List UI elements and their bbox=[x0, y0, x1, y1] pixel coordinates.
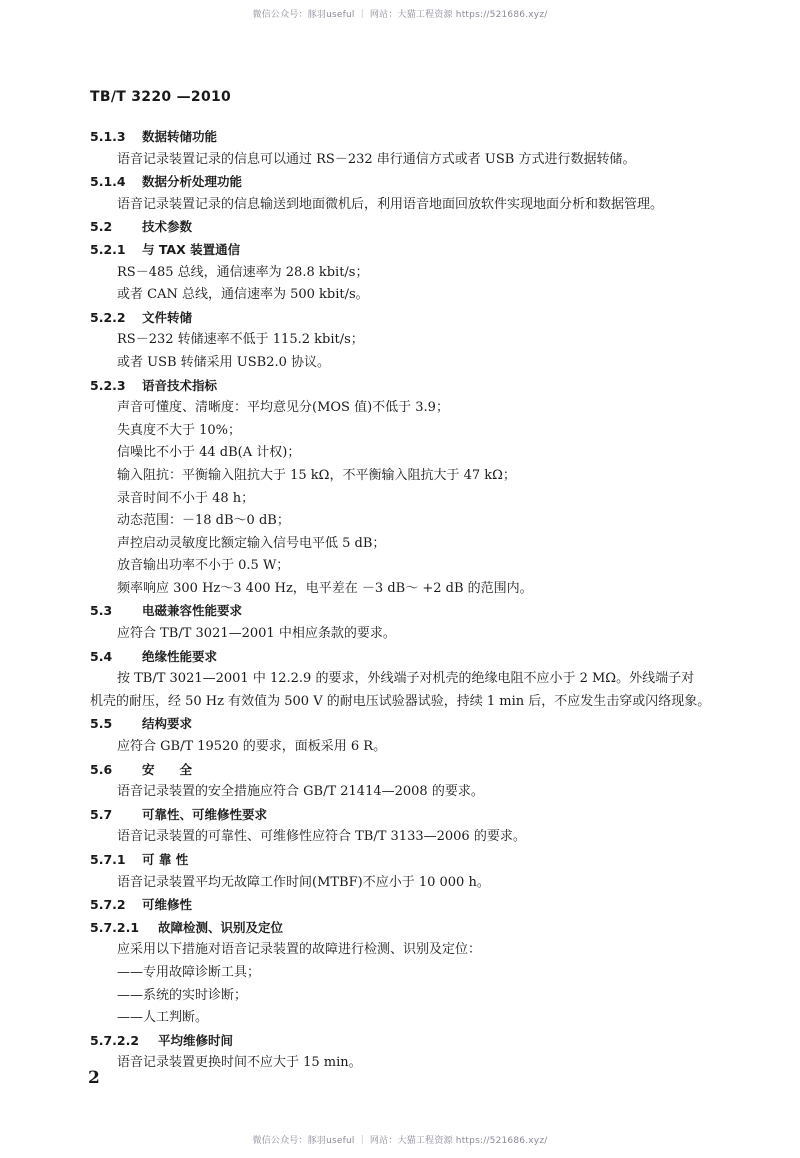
section-number: 5.5 bbox=[90, 716, 113, 732]
section-title: 数据分析处理功能 bbox=[142, 174, 243, 190]
section-heading bbox=[90, 171, 730, 194]
section-title: 可 靠 性 bbox=[142, 852, 189, 867]
body-paragraph-line: 输入阻抗：平衡输入阻抗大于 15 kΩ，不平衡输入阻抗大于 47 kΩ； bbox=[117, 467, 516, 483]
section-heading bbox=[90, 375, 730, 398]
section-number: 5.6 bbox=[90, 761, 113, 777]
body-paragraph-line: 放音输出功率不小于 0.5 W； bbox=[117, 558, 290, 574]
body-paragraph-line: 应符合 TB/T 3021—2001 中相应条款的要求。 bbox=[117, 626, 396, 642]
section-title: 结构要求 bbox=[142, 716, 193, 732]
body-paragraph-line: 失真度不大于 10%； bbox=[117, 422, 242, 438]
section-number: 5.2.3 bbox=[90, 377, 126, 393]
section-heading bbox=[90, 804, 730, 827]
section-title: 技术参数 bbox=[142, 219, 193, 235]
body-paragraph-line: 语音记录装置记录的信息可以通过 RS－232 串行通信方式或者 USB 方式进行数据转储。 bbox=[117, 151, 636, 167]
section-number: 5.7.1 bbox=[90, 852, 126, 867]
section-title: 语音技术指标 bbox=[142, 377, 218, 393]
section-title: 平均维修时间 bbox=[158, 1032, 234, 1048]
section-title: 与 TAX 装置通信 bbox=[142, 241, 241, 257]
body-paragraph-line: 录音时间不小于 48 h； bbox=[117, 490, 255, 506]
body-paragraph-line: 语音记录装置的可靠性、可维修性应符合 TB/T 3133—2006 的要求。 bbox=[117, 829, 526, 845]
section-title: 故障检测、识别及定位 bbox=[158, 919, 284, 935]
section-heading bbox=[90, 216, 730, 239]
watermark-link[interactable]: https://521686.xyz/ bbox=[455, 10, 548, 20]
document-body bbox=[90, 126, 730, 1075]
body-paragraph-line: 按 TB/T 3021—2001 中 12.2.9 的要求，外线端子对机壳的绝缘电阻不应小于 2 MΩ。外线端子对 bbox=[117, 671, 695, 687]
section-number: 5.7.2.1 bbox=[90, 919, 140, 935]
section-heading bbox=[90, 917, 730, 940]
section-number: 5.2.1 bbox=[90, 241, 126, 257]
body-paragraph-line: ——系统的实时诊断； bbox=[117, 987, 248, 1003]
watermark-text: 微信公众号：豚羽useful ｜ 网站：大猫工程资源 bbox=[252, 10, 456, 20]
section-title: 文件转储 bbox=[142, 309, 193, 325]
section-number: 5.1.3 bbox=[90, 129, 126, 144]
section-title: 电磁兼容性能要求 bbox=[142, 603, 243, 619]
section-heading bbox=[90, 759, 730, 782]
section-number: 5.2.2 bbox=[90, 309, 126, 325]
section-heading bbox=[90, 894, 730, 917]
section-number: 5.3 bbox=[90, 603, 113, 619]
body-paragraph-line: 信噪比不小于 44 dB(A 计权)； bbox=[117, 445, 301, 461]
section-title: 可维修性 bbox=[142, 897, 193, 913]
watermark-top bbox=[0, 7, 800, 20]
body-paragraph-line: ——专用故障诊断工具； bbox=[117, 964, 261, 980]
section-number: 5.1.4 bbox=[90, 174, 126, 190]
body-paragraph-line: RS－485 总线，通信速率为 28.8 kbit/s； bbox=[117, 264, 369, 280]
body-paragraph-line: RS－232 转储速率不低于 115.2 kbit/s； bbox=[117, 332, 364, 348]
body-paragraph-line: 语音记录装置平均无故障工作时间(MTBF)不应小于 10 000 h。 bbox=[117, 874, 490, 890]
body-paragraph-line: 语音记录装置的安全措施应符合 GB/T 21414—2008 的要求。 bbox=[117, 784, 484, 800]
body-paragraph-line: 应符合 GB/T 19520 的要求，面板采用 6 R。 bbox=[117, 739, 387, 755]
section-heading bbox=[90, 849, 730, 872]
document-code: TB/T 3220 —2010 bbox=[90, 89, 232, 105]
section-number: 5.4 bbox=[90, 648, 113, 664]
watermark-text: 微信公众号：豚羽useful ｜ 网站：大猫工程资源 bbox=[252, 1136, 456, 1146]
body-paragraph-line: 声音可懂度、清晰度：平均意见分(MOS 值)不低于 3.9； bbox=[117, 400, 449, 416]
body-paragraph-line: 语音记录装置记录的信息输送到地面微机后，利用语音地面回放软件实现地面分析和数据管理。 bbox=[117, 196, 664, 212]
watermark-link[interactable]: https://521686.xyz/ bbox=[455, 1136, 548, 1146]
body-paragraph-line: 或者 USB 转储采用 USB2.0 协议。 bbox=[117, 354, 331, 370]
section-number: 5.7.2.2 bbox=[90, 1032, 140, 1048]
body-paragraph-line: 语音记录装置更换时间不应大于 15 min。 bbox=[117, 1055, 362, 1071]
section-heading bbox=[90, 600, 730, 623]
watermark-bottom bbox=[0, 1133, 800, 1146]
section-heading bbox=[90, 239, 730, 262]
section-heading bbox=[90, 713, 730, 736]
page-number: 2 bbox=[88, 1068, 100, 1088]
body-paragraph-line: 或者 CAN 总线，通信速率为 500 kbit/s。 bbox=[117, 287, 369, 303]
body-paragraph-line: 频率响应 300 Hz～3 400 Hz，电平差在 －3 dB～ +2 dB 的范围内。 bbox=[117, 580, 533, 596]
section-heading bbox=[90, 1030, 730, 1053]
section-heading bbox=[90, 646, 730, 669]
section-title: 绝缘性能要求 bbox=[142, 648, 218, 664]
section-heading bbox=[90, 126, 730, 149]
body-paragraph-line: 动态范围：－18 dB～0 dB； bbox=[117, 513, 290, 529]
section-title: 数据转储功能 bbox=[142, 129, 218, 144]
body-paragraph-line: 机壳的耐压，经 50 Hz 有效值为 500 V 的耐电压试验器试验，持续 1 min 后，不应发生击穿或闪络现象。 bbox=[90, 693, 711, 709]
section-number: 5.7.2 bbox=[90, 897, 126, 913]
section-title: 安 全 bbox=[142, 761, 193, 777]
body-paragraph-line: 声控启动灵敏度比额定输入信号电平低 5 dB； bbox=[117, 535, 386, 551]
section-number: 5.2 bbox=[90, 219, 113, 235]
section-title: 可靠性、可维修性要求 bbox=[142, 806, 268, 822]
body-paragraph-line: ——人工判断。 bbox=[117, 1010, 209, 1026]
section-heading bbox=[90, 307, 730, 330]
body-paragraph-line: 应采用以下措施对语音记录装置的故障进行检测、识别及定位： bbox=[117, 942, 482, 958]
section-number: 5.7 bbox=[90, 806, 113, 822]
